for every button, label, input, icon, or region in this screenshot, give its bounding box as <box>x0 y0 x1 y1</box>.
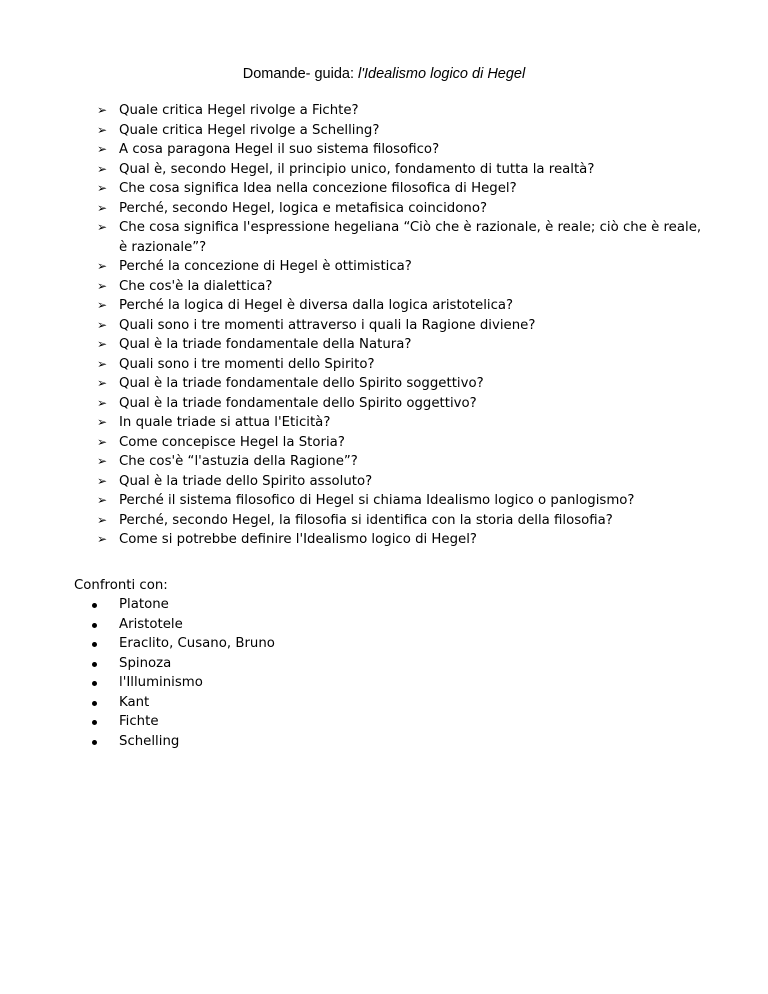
arrow-bullet-icon: ➢ <box>97 298 108 312</box>
question-text: Perché il sistema filosofico di Hegel si chiama Idealismo logico o panlogismo? <box>119 493 635 508</box>
question-text: Che cosa significa Idea nella concezione filosofica di Hegel? <box>119 181 517 196</box>
question-text: Che cos'è “l'astuzia della Ragione”? <box>119 454 358 469</box>
question-item <box>0 335 768 355</box>
question-item <box>0 199 768 219</box>
question-text: Qual è la triade fondamentale della Natura? <box>119 337 412 352</box>
question-text: Che cos'è la dialettica? <box>119 278 273 294</box>
arrow-bullet-icon: ➢ <box>97 376 108 390</box>
compare-item <box>0 595 768 615</box>
arrow-bullet-icon: ➢ <box>97 512 108 527</box>
arrow-bullet-icon: ➢ <box>97 473 108 488</box>
compare-item-text: Kant <box>119 694 150 710</box>
compare-item-text: Schelling <box>119 733 180 749</box>
question-text: Perché, secondo Hegel, la filosofia si identifica con la storia della filosofia? <box>119 512 613 528</box>
question-item <box>0 511 768 531</box>
question-item <box>0 374 768 394</box>
document-title <box>0 64 768 84</box>
arrow-bullet-icon: ➢ <box>97 434 108 449</box>
question-item <box>0 433 768 453</box>
bullet-dot-icon <box>92 720 97 725</box>
question-text: Quale critica Hegel rivolge a Schelling? <box>119 122 380 138</box>
bullet-dot-icon <box>92 662 97 667</box>
compare-item <box>0 693 768 713</box>
arrow-bullet-icon: ➢ <box>97 337 108 351</box>
compare-item-text: Eraclito, Cusano, Bruno <box>119 636 275 651</box>
question-item <box>0 218 768 257</box>
question-list <box>0 101 768 550</box>
question-item <box>0 296 768 316</box>
title-prefix: Domande- guida: <box>242 66 359 82</box>
question-text: Quali sono i tre momenti attraverso i quali la Ragione diviene? <box>119 317 536 333</box>
question-text: Qual è la triade fondamentale dello Spirito oggettivo? <box>119 395 477 411</box>
question-text: Qual è la triade dello Spirito assoluto? <box>119 473 373 489</box>
question-item <box>0 316 768 336</box>
question-text: Come concepisce Hegel la Storia? <box>119 434 345 450</box>
bullet-dot-icon <box>92 642 97 647</box>
question-item <box>0 101 768 121</box>
arrow-bullet-icon: ➢ <box>97 356 108 371</box>
arrow-bullet-icon: ➢ <box>97 317 108 332</box>
title-italic: l'Idealismo logico di Hegel <box>358 66 526 82</box>
arrow-bullet-icon: ➢ <box>97 220 108 234</box>
question-text: In quale triade si attua l'Eticità? <box>119 415 331 430</box>
question-item <box>0 413 768 433</box>
arrow-bullet-icon: ➢ <box>97 395 108 410</box>
bullet-dot-icon <box>92 603 97 608</box>
question-item <box>0 277 768 297</box>
question-item <box>0 491 768 511</box>
arrow-bullet-icon: ➢ <box>97 181 108 195</box>
question-item <box>0 179 768 199</box>
question-text: Quale critica Hegel rivolge a Fichte? <box>119 103 359 118</box>
compare-list <box>0 595 768 751</box>
compare-item <box>0 654 768 674</box>
arrow-bullet-icon: ➢ <box>97 122 108 137</box>
question-item <box>0 355 768 375</box>
question-text: Quali sono i tre momenti dello Spirito? <box>119 356 375 372</box>
compare-item <box>0 673 768 693</box>
arrow-bullet-icon: ➢ <box>97 161 108 176</box>
bullet-dot-icon <box>92 623 97 628</box>
compare-item-text: Aristotele <box>119 616 183 632</box>
question-text: A cosa paragona Hegel il suo sistema filosofico? <box>119 142 440 157</box>
compare-item <box>0 615 768 635</box>
question-item <box>0 140 768 160</box>
question-text: Che cosa significa l'espressione hegeliana “Ciò che è razionale, è reale; ciò che è reale, è razionale”? <box>119 220 702 255</box>
arrow-bullet-icon: ➢ <box>97 142 108 156</box>
question-item <box>0 394 768 414</box>
question-text: Perché la logica di Hegel è diversa dalla logica aristotelica? <box>119 298 514 313</box>
arrow-bullet-icon: ➢ <box>97 278 108 293</box>
compare-item <box>0 712 768 732</box>
arrow-bullet-icon: ➢ <box>97 200 108 215</box>
question-text: Perché la concezione di Hegel è ottimistica? <box>119 259 412 274</box>
question-text: Qual è, secondo Hegel, il principio unico, fondamento di tutta la realtà? <box>119 161 595 177</box>
question-item <box>0 121 768 141</box>
bullet-dot-icon <box>92 701 97 706</box>
arrow-bullet-icon: ➢ <box>97 103 108 117</box>
bullet-dot-icon <box>92 740 97 745</box>
arrow-bullet-icon: ➢ <box>97 493 108 507</box>
question-text: Qual è la triade fondamentale dello Spirito soggettivo? <box>119 376 484 391</box>
arrow-bullet-icon: ➢ <box>97 259 108 273</box>
compare-item <box>0 634 768 654</box>
question-text: Perché, secondo Hegel, logica e metafisica coincidono? <box>119 200 488 216</box>
question-item <box>0 452 768 472</box>
arrow-bullet-icon: ➢ <box>97 454 108 468</box>
bullet-dot-icon <box>92 681 97 686</box>
compare-item-text: Fichte <box>119 714 159 729</box>
compare-item-text: Platone <box>119 597 169 612</box>
compare-item-text: Spinoza <box>119 655 172 671</box>
question-text: Come si potrebbe definire l'Idealismo logico di Hegel? <box>119 532 477 547</box>
arrow-bullet-icon: ➢ <box>97 415 108 429</box>
question-item <box>0 530 768 550</box>
compare-item-text: l'Illuminismo <box>119 675 203 690</box>
arrow-bullet-icon: ➢ <box>97 532 108 546</box>
question-item <box>0 257 768 277</box>
question-item <box>0 472 768 492</box>
question-item <box>0 160 768 180</box>
compare-title: Confronti con: <box>74 578 168 593</box>
compare-item <box>0 732 768 752</box>
